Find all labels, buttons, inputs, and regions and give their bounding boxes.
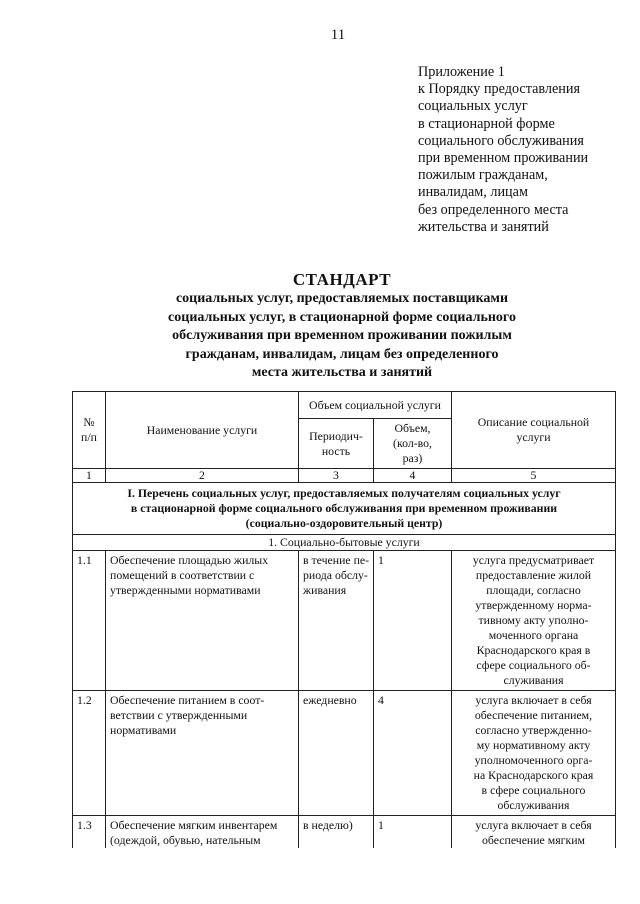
subsection-row	[73, 535, 616, 551]
appendix-line: жительства и занятий	[418, 218, 549, 235]
section-heading: I. Перечень социальных услуг, предоставляемых получателям социальных услуг в стационарной форме социального обслуживания при временном проживании (социально-оздоровительный центр)	[73, 483, 616, 535]
section-row	[73, 483, 616, 535]
appendix-line: социальных услуг	[418, 98, 528, 115]
subtitle-line: гражданам, инвалидам, лицам без определенного	[185, 346, 499, 362]
row-periodicity: в неделю)	[299, 816, 374, 866]
row-amount: 1	[374, 816, 452, 866]
document-subtitle	[140, 290, 544, 383]
appendix-line: социального обслуживания	[418, 132, 584, 149]
document-title: СТАНДАРТ	[292, 270, 392, 289]
column-number: 4	[374, 469, 452, 483]
row-num: 1.3	[73, 816, 106, 866]
appendix-line: при временном проживании	[418, 150, 589, 167]
appendix-line: пожилым гражданам,	[418, 167, 548, 184]
appendix-note	[418, 64, 633, 236]
row-periodicity: в течение пе- риода обслу- живания	[299, 551, 374, 691]
appendix-line: к Порядку предоставления	[418, 81, 580, 98]
subtitle-line: места жительства и занятий	[251, 365, 433, 380]
row-service-name: Обеспечение мягким инвентарем (одеждой, обувью, нательным	[106, 816, 299, 866]
appendix-line: инвалидам, лицам	[418, 184, 528, 201]
header-periodicity: Периодич- ность	[299, 419, 374, 469]
appendix-line: Приложение 1	[418, 64, 505, 80]
subtitle-line: социальных услуг, предоставляемых поставщиками	[175, 291, 509, 306]
header-num: № п/п	[73, 392, 106, 469]
row-amount: 1	[374, 551, 452, 691]
column-number: 5	[452, 469, 616, 483]
header-service-name: Наименование услуги	[106, 392, 299, 469]
column-number: 3	[299, 469, 374, 483]
appendix-line: в стационарной форме	[418, 115, 555, 132]
header-amount: Объем, (кол-во, раз)	[374, 419, 452, 469]
table-header-row	[73, 392, 616, 419]
subtitle-line: обслуживания при временном проживании пожилым	[172, 328, 512, 343]
standard-table	[72, 391, 616, 866]
row-num: 1.2	[73, 691, 106, 816]
row-description: услуга предусматривает предоставление жилой площади, согласно утвержденному норма- тивному акту уполно- моченного органа Краснодарского края в сфере социального об- служивания	[452, 551, 616, 691]
header-volume-group: Объем социальной услуги	[299, 392, 452, 419]
column-number: 1	[73, 469, 106, 483]
row-service-name: Обеспечение питанием в соот- ветствии с утвержденными нормативами	[106, 691, 299, 816]
page-number: 11	[330, 27, 346, 43]
column-number: 2	[106, 469, 299, 483]
header-description: Описание социальной услуги	[452, 392, 616, 469]
column-number-row	[73, 469, 616, 483]
appendix-line: без определенного места	[418, 201, 569, 218]
table-row	[73, 551, 616, 691]
row-num: 1.1	[73, 551, 106, 691]
row-description: услуга включает в себя обеспечение мягким	[452, 816, 616, 866]
table-row	[73, 691, 616, 816]
row-amount: 4	[374, 691, 452, 816]
row-service-name: Обеспечение площадью жилых помещений в соответствии с утвержденными нормативами	[106, 551, 299, 691]
row-periodicity: ежедневно	[299, 691, 374, 816]
subtitle-line: социальных услуг, в стационарной форме социального	[168, 309, 516, 325]
page-bottom-margin	[0, 848, 640, 904]
row-description: услуга включает в себя обеспечение питанием, согласно утвержденно- му нормативному акту уполномоченного орга- на Краснодарского края в сфере социального обслуживания	[452, 691, 616, 816]
subsection-heading: 1. Социально-бытовые услуги	[73, 535, 616, 551]
